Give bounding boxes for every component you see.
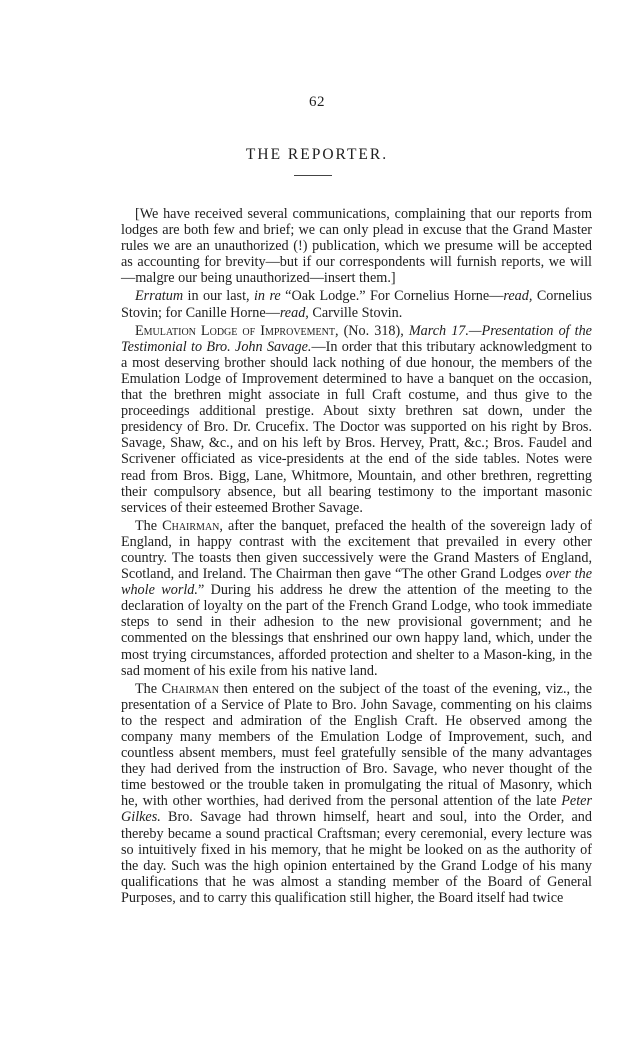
chairman-label: Chairman, [162,517,223,534]
toasts-emphasis: over the whole world. [121,566,592,599]
erratum-text-1: in our last, [183,288,254,305]
editorial-note: [We have received several communications, complaining that our reports from lodges are both few and brief; we can only plead in excuse that the Grand Master rules we are an unauthorized (!) publication, which we presume will be accepted as accounting for brevity—but if our correspondents will furnish reports, we will—malgre our being unauthorized—insert them.] [121,206,592,287]
title-rule [294,175,332,176]
lodge-report-paragraph [121,323,592,516]
lodge-number: (No. 318), [338,322,409,339]
toasts-text-2: ” During his address he drew the attention of the meeting to the declaration of loyalty on the part of the French Grand Lodge, who took immediate steps to send in their adhesion to the new provisional government; and he commented on the blessings that enshrined our own happy land, which, under the most trying circumstances, afforded protection and shelter to a Mason-king, in the sad moment of his exile from his native land. [121,582,592,679]
toasts-paragraph: The Chairman, after the banquet, prefaced the health of the sovereign lady of England, in happy contrast with the excitement that prevailed in every other country. The toasts then given successively were the Grand Masters of England, Scotland, and Ireland. The Chairman then gave “The other Grand Lodges over the whole world.” During his address he drew the attention of the meeting to the declaration of loyalty on the part of the French Grand Lodge, who took immediate steps to send in their adhesion to the new provisional government; and he commented on the blessings that enshrined our own happy land, which, under the most trying circumstances, afforded protection and shelter to a Mason-king, in the sad moment of his exile from his native land. [121,517,592,679]
chairman-label-2: Chairman [161,680,219,697]
erratum-text-2: “Oak Lodge.” For Cornelius Horne— [280,288,504,305]
erratum-read-1: read, [503,288,533,305]
erratum-text-4: Carville Stovin. [308,304,403,321]
gilkes-name: Peter Gilkes. [121,793,592,826]
page-title: THE REPORTER. [245,146,389,163]
erratum-read-2: read, [279,304,309,321]
page-number: 62 [309,94,325,110]
report-text: —In order that this tributary acknowledgment to a most deserving brother should lack nothing of due honour, the members of the Emulation Lodge of Improvement determined to have a banquet on the occasion, that the brethren might associate in full Craft costume, and thus give to the proceedings additional prestige. About sixty brethren sat down, under the presidency of Bro. Dr. Crucefix. The Doctor was supported on his right by Bros. Savage, Shaw, &c., and on his left by Bros. Hervey, Pratt, &c.; Bros. Faudel and Scrivener officiated as vice-presidents at the end of the side tables. Notes were read from Bros. Bigg, Lane, Whitmore, Mountain, and other brethren, regretting their compulsory absence, but all bearing testimony to the important masonic services of their esteemed Brother Savage. [121,338,592,516]
erratum-in-re: in re [253,288,281,305]
plate-text-2: Bro. Savage had thrown himself, heart and soul, into the Order, and thereby became a sound practical Craftsman; every ceremonial, every lecture was so intuitively fixed in his memory, that he might be looked on as the authority of the day. Such was the high opinion entertained by the Grand Lodge of his many qualifications that he was almost a standing member of the Board of General Purposes, and to carry this qualification still higher, the Board itself had twice [121,809,592,906]
erratum-text-3: Cornelius Stovin; for Canille Horne— [121,288,593,321]
toasts-text-1: after the banquet, prefaced the health of the sovereign lady of England, in happy contrast with the excitement that prevailed in every other country. The toasts then given successively were the Grand Masters of England, Scotland, and Ireland. The Chairman then gave “The other Grand Lodges [121,517,592,583]
report-heading: March 17.—Presentation of the Testimonial to Bro. John Savage. [121,322,592,355]
erratum-label: Erratum [135,288,184,305]
erratum-paragraph [121,288,592,320]
lodge-name: Emulation Lodge of Improvement, [135,322,339,339]
plate-text-1: then entered on the subject of the toast of the evening, viz., the presentation of a Service of Plate to Bro. John Savage, commenting on his claims to the respect and admiration of the English Craft. He observed among the company many members of the Emulation Lodge of Improvement, such, and countless absent members, must feel gratefully sensible of the many advantages they had derived from the instruction of Bro. Savage, who never thought of the time bestowed or the trouble taken in promulgating the ritual of Masonry, which he, with other worthies, had derived from the personal attention of the late [121,680,592,810]
body-text [121,206,592,906]
plate-paragraph: The Chairman then entered on the subject of the toast of the evening, viz., the presentation of a Service of Plate to Bro. John Savage, commenting on his claims to the respect and admiration of the English Craft. He observed among the company many members of the Emulation Lodge of Improvement, such, and countless absent members, must feel gratefully sensible of the many advantages they had derived from the instruction of Bro. Savage, who never thought of the time bestowed or the trouble taken in promulgating the ritual of Masonry, which he, with other worthies, had derived from the personal attention of the late Peter Gilkes. Bro. Savage had thrown himself, heart and soul, into the Order, and thereby became a sound practical Craftsman; every ceremonial, every lecture was so intuitively fixed in his memory, that he might be looked on as the authority of the day. Such was the high opinion entertained by the Grand Lodge of his many qualifications that he was almost a standing member of the Board of General Purposes, and to carry this qualification still higher, the Board itself had twice [121,680,592,906]
